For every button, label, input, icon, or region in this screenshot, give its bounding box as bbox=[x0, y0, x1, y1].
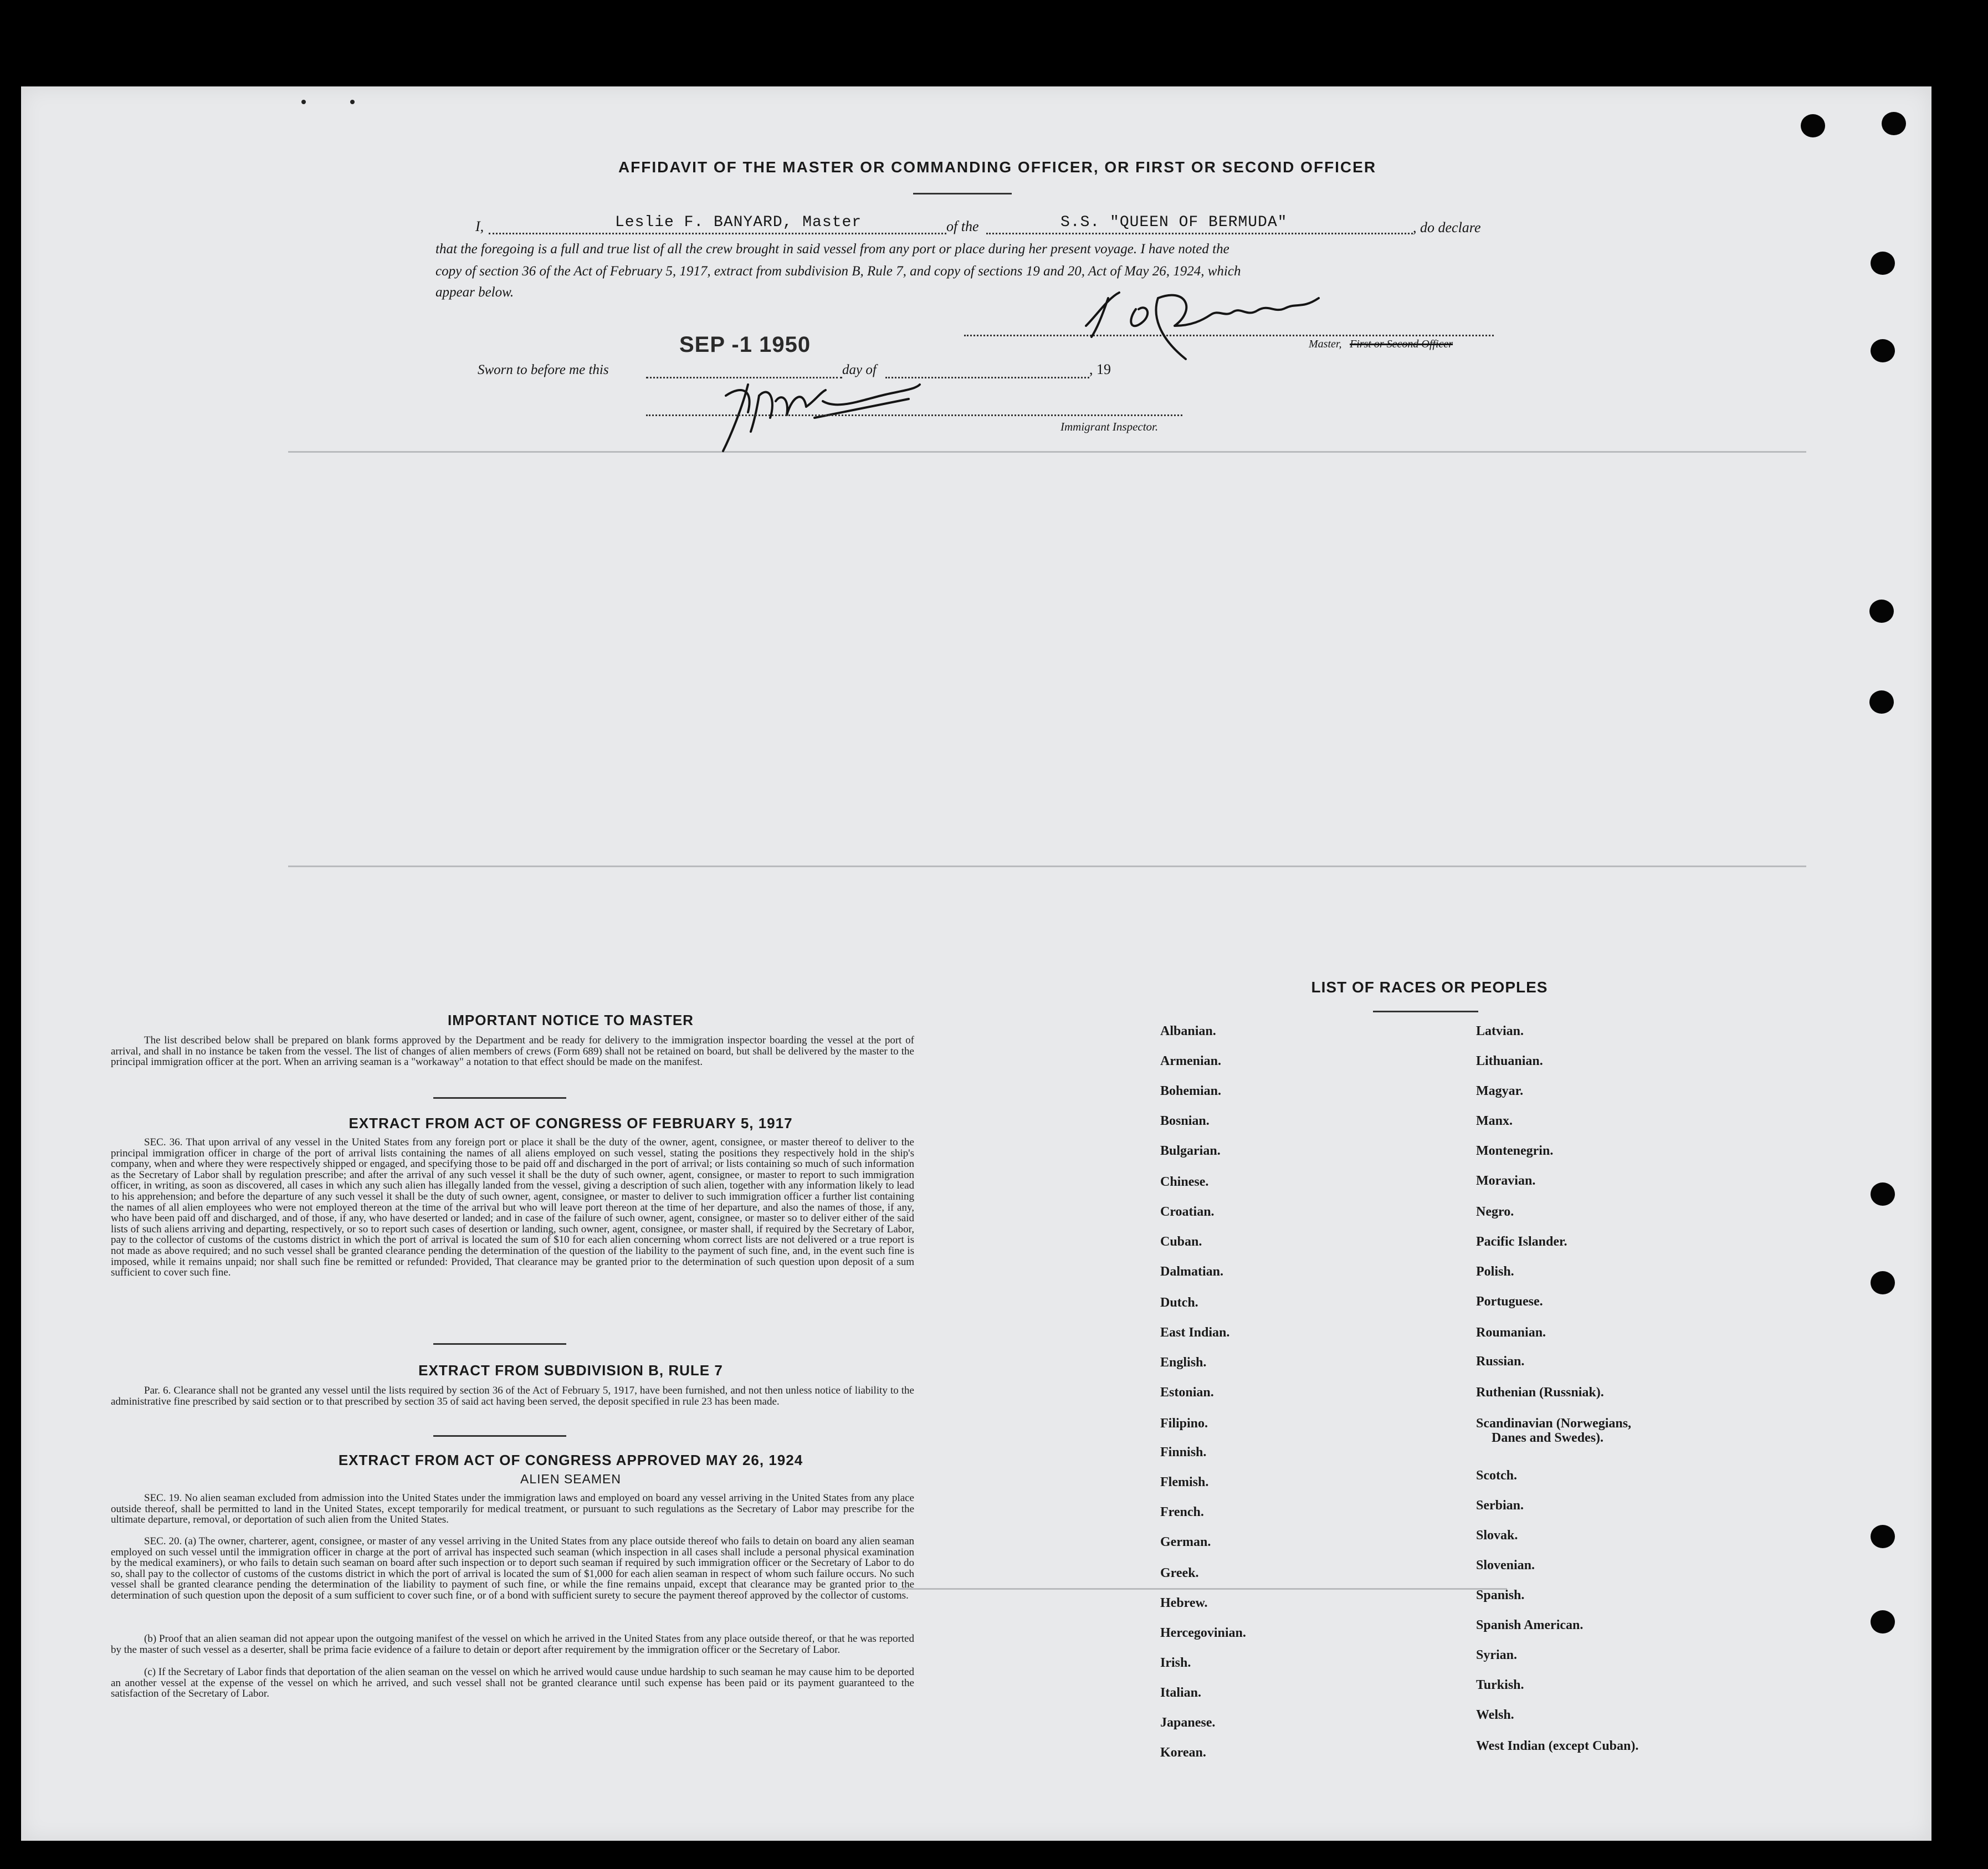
punch-hole bbox=[1869, 690, 1894, 714]
ink-speck bbox=[350, 100, 355, 104]
ink-speck bbox=[301, 100, 306, 104]
race-item: Scandinavian (Norwegians, bbox=[1476, 1416, 1632, 1431]
race-item: Montenegrin. bbox=[1476, 1144, 1554, 1158]
act-1917-title: EXTRACT FROM ACT OF CONGRESS OF FEBRUARY 5, 1917 bbox=[349, 1115, 793, 1131]
race-item: Korean. bbox=[1160, 1745, 1206, 1760]
vessel-name: S.S. "QUEEN OF BERMUDA" bbox=[1060, 214, 1288, 231]
declarant-pronoun: I, bbox=[475, 218, 484, 234]
race-item: Albanian. bbox=[1160, 1024, 1216, 1038]
race-item: Chinese. bbox=[1160, 1175, 1209, 1189]
rule-7-text: Par. 6. Clearance shall not be granted any vessel until the lists required by section 36 of the Act of February 5, 1917, have been furnished, and not then unless notice of liability to the administrative fine prescribed by said section or to that prescribed by section 35 of said act having been served, the deposit specified in rule 23 has been made. bbox=[111, 1385, 914, 1407]
rule-7-title: EXTRACT FROM SUBDIVISION B, RULE 7 bbox=[418, 1362, 723, 1379]
ruled-line bbox=[898, 1588, 1507, 1590]
race-item: West Indian (except Cuban). bbox=[1476, 1739, 1639, 1753]
race-item: Latvian. bbox=[1476, 1024, 1524, 1038]
notice-title: IMPORTANT NOTICE TO MASTER bbox=[448, 1012, 694, 1028]
race-item: Hercegovinian. bbox=[1160, 1626, 1246, 1640]
master-caption: Master, bbox=[1309, 338, 1342, 350]
race-item: French. bbox=[1160, 1505, 1204, 1519]
race-item: Welsh. bbox=[1476, 1708, 1514, 1722]
race-item: German. bbox=[1160, 1535, 1211, 1549]
race-item: Polish. bbox=[1476, 1264, 1514, 1279]
punch-hole bbox=[1871, 339, 1895, 362]
race-item: Armenian. bbox=[1160, 1054, 1221, 1068]
punch-hole bbox=[1801, 114, 1825, 137]
act-1924-subtitle: ALIEN SEAMEN bbox=[520, 1472, 621, 1486]
race-item: Flemish. bbox=[1160, 1475, 1209, 1489]
affidavit-body-3: appear below. bbox=[435, 285, 514, 300]
races-title: LIST OF RACES OR PEOPLES bbox=[1311, 979, 1548, 996]
affidavit-body-2: copy of section 36 of the Act of February 5, 1917, extract from subdivision B, Rule 7, and copy of sections 19 and 20, Act of May 26, 1924, which bbox=[435, 264, 1241, 279]
punch-hole bbox=[1871, 1182, 1895, 1206]
race-item: Portuguese. bbox=[1476, 1294, 1543, 1309]
race-item: Finnish. bbox=[1160, 1445, 1207, 1460]
ruled-line bbox=[288, 866, 1806, 867]
race-item: Spanish. bbox=[1476, 1588, 1525, 1602]
inspector-signature bbox=[709, 362, 931, 458]
of-the-label: of the bbox=[946, 218, 979, 234]
race-item: Dalmatian. bbox=[1160, 1264, 1223, 1279]
inspector-signature-line bbox=[646, 414, 1182, 416]
sec-19-text: SEC. 19. No alien seaman excluded from admission into the United States under the immigration laws and employed on board any vessel arriving in the United States from any place outside thereof, shall be permitted to land in the United States, except temporarily for medical treatment, or pursuant to such regulations as the Secretary of Labor may prescribe for the ultimate departure, removal, or deportation of such alien from the United States. bbox=[111, 1492, 914, 1526]
race-item: Japanese. bbox=[1160, 1716, 1216, 1730]
master-signature bbox=[1075, 276, 1330, 365]
punch-hole bbox=[1871, 252, 1895, 275]
declarant-line bbox=[489, 233, 946, 234]
officer-caption-struck: First or Second Officer bbox=[1350, 338, 1453, 350]
race-item: Pacific Islander. bbox=[1476, 1235, 1567, 1249]
declarant-name: Leslie F. BANYARD, Master bbox=[615, 214, 862, 231]
race-item: English. bbox=[1160, 1355, 1207, 1370]
section-divider bbox=[433, 1097, 566, 1099]
punch-hole bbox=[1882, 112, 1906, 135]
race-item: Irish. bbox=[1160, 1656, 1191, 1670]
race-item: East Indian. bbox=[1160, 1325, 1230, 1340]
race-item: Lithuanian. bbox=[1476, 1054, 1543, 1068]
punch-hole bbox=[1871, 1271, 1895, 1294]
punch-hole bbox=[1869, 600, 1894, 623]
punch-hole bbox=[1871, 1525, 1895, 1548]
race-item: Magyar. bbox=[1476, 1084, 1524, 1098]
race-item: Manx. bbox=[1476, 1114, 1513, 1128]
race-item: Italian. bbox=[1160, 1686, 1202, 1700]
inspector-caption: Immigrant Inspector. bbox=[1060, 420, 1159, 433]
races-title-divider bbox=[1373, 1011, 1478, 1012]
race-item: Roumanian. bbox=[1476, 1325, 1546, 1340]
race-item: Russian. bbox=[1476, 1354, 1525, 1369]
race-item: Negro. bbox=[1476, 1205, 1514, 1219]
race-item: Slovenian. bbox=[1476, 1558, 1535, 1573]
sec-20a-text: SEC. 20. (a) The owner, charterer, agent, consignee, or master of any vessel arriving in the United States from any place outside thereof who fails to detain on board any alien seaman employed on such vessel until the immigration officer in charge at the port of arrival has inspected such seaman (which inspection in all cases shall include a personal physical examination by the medical examiners), or who fails to detain such seaman on board after such inspection or to deport such seaman if required by such immigration officer or the Secretary of Labor to do so, shall pay to the collector of customs of the customs district in which the port of arrival is located the sum of $1,000 for each alien seaman in respect of whom such failure occurs. No such vessel shall be granted clearance pending the determination of the liability to payment of such fine, or while the fine remains unpaid, except that clearance may be granted prior to the determination of such question upon the deposit of a sum sufficient to cover such fine, or of a bond with sufficient surety to secure the payment thereof approved by the collector of customs. bbox=[111, 1535, 914, 1601]
race-item: Bulgarian. bbox=[1160, 1144, 1221, 1158]
year-prefix: , 19 bbox=[1089, 361, 1111, 377]
race-item: Serbian. bbox=[1476, 1498, 1524, 1513]
title-divider bbox=[913, 193, 1012, 194]
sworn-label: Sworn to before me this bbox=[478, 362, 609, 377]
race-item: Scotch. bbox=[1476, 1468, 1517, 1483]
affidavit-body-1: that the foregoing is a full and true list of all the crew brought in said vessel from any port or place during her present voyage. I have noted the bbox=[435, 242, 1229, 257]
punch-hole bbox=[1871, 1610, 1895, 1634]
race-item: Cuban. bbox=[1160, 1235, 1202, 1249]
race-item: Slovak. bbox=[1476, 1528, 1518, 1543]
race-item: Bohemian. bbox=[1160, 1084, 1222, 1098]
sec-20c-text: (c) If the Secretary of Labor finds that deportation of the alien seaman on the vessel on which he arrived would cause undue hardship to such seaman he may cause him to be deported an another vessel at the expense of the vessel on which he arrived, and such vessel shall not be granted clearance until such expense has been paid or its payment guaranteed to the satisfaction of the Secretary of Labor. bbox=[111, 1666, 914, 1700]
section-divider bbox=[433, 1343, 566, 1345]
race-item: Croatian. bbox=[1160, 1205, 1215, 1219]
race-item: Ruthenian (Russniak). bbox=[1476, 1385, 1604, 1400]
sec-20b-text: (b) Proof that an alien seaman did not appear upon the outgoing manifest of the vessel on which he arrived in the United States from any place outside thereof, or that he was reported by the master of such vessel as a deserter, shall be prima facie evidence of a failure to detain or deport after requirement by the immigration officer or the Secretary of Labor. bbox=[111, 1633, 914, 1656]
race-item: Syrian. bbox=[1476, 1648, 1518, 1662]
race-item: Spanish American. bbox=[1476, 1618, 1584, 1632]
race-item: Dutch. bbox=[1160, 1296, 1198, 1310]
ruled-line bbox=[288, 451, 1806, 453]
race-item: Greek. bbox=[1160, 1566, 1199, 1580]
act-1924-title: EXTRACT FROM ACT OF CONGRESS APPROVED MAY 26, 1924 bbox=[338, 1452, 803, 1468]
vessel-line bbox=[986, 233, 1413, 234]
race-item: Filipino. bbox=[1160, 1416, 1208, 1431]
race-item: Hebrew. bbox=[1160, 1596, 1208, 1610]
date-stamp: SEP -1 1950 bbox=[679, 332, 811, 357]
race-item: Turkish. bbox=[1476, 1678, 1524, 1692]
do-declare-label: , do declare bbox=[1413, 219, 1481, 235]
race-item: Estonian. bbox=[1160, 1385, 1214, 1400]
notice-text: The list described below shall be prepared on blank forms approved by the Department and be ready for delivery to the immigration inspector boarding the vessel at the port of arrival, and shall in no instance be taken from the vessel. The list of changes of alien members of crews (Form 689) shall not be retained on board, but shall be delivered by the master to the principal immigration officer at the port. When an arriving seaman is a "workaway" a notation to that effect should be made on the manifest. bbox=[111, 1035, 914, 1068]
race-item-continuation: Danes and Swedes). bbox=[1492, 1431, 1604, 1445]
act-1917-text: SEC. 36. That upon arrival of any vessel in the United States from any foreign port or place it shall be the duty of the owner, agent, consignee, or master thereof to deliver to the principal immigration officer in charge of the port of arrival lists containing the names of all aliens employed on such vessel, stating the positions they respectively hold in the ship's company, when and where they were respectively shipped or engaged, and specifying those to be paid off and discharged in the port of arrival; or lists containing so much of such information as the Secretary of Labor shall by regulation prescribe; and after the arrival of any such vessel it shall be the duty of such owner, agent, consignee, or master to report to such immigration officer, in writing, as soon as discovered, all cases in which any such alien has illegally landed from the vessel, giving a description of such alien, together with any information likely to lead to his apprehension; and before the departure of any such vessel it shall be the duty of such owner, agent, consignee, or master to deliver to such immigration officer a further list containing the names of all alien employees who were not employed thereon at the time of the arrival but who will leave port thereon at the time of her departure, and also the names of those, if any, who have been paid off and discharged, and of those, if any, who have deserted or landed; and in case of the failure of such owner, agent, consignee, or master so to deliver either of the said lists of such aliens arriving and departing, respectively, or so to report such cases of desertion or landing, such owner, agent, consignee, or master shall, if required by the Secretary of Labor, pay to the collector of customs of the customs district in which the port of arrival is located the sum of $10 for each alien concerning whom correct lists are not delivered or a true report is not made as above required; and no such vessel shall be granted clearance pending the determination of the question of the liability to the payment of such fine, and, in the event such fine is imposed, while it remains unpaid; nor shall such fine be remitted or refunded: Provided, That clearance may be granted prior to the determination of such question upon deposit of a sum sufficient to cover such fine. bbox=[111, 1136, 914, 1279]
race-item: Bosnian. bbox=[1160, 1114, 1210, 1128]
day-of-label: day of bbox=[842, 362, 877, 377]
affidavit-title: AFFIDAVIT OF THE MASTER OR COMMANDING OFFICER, OR FIRST OR SECOND OFFICER bbox=[618, 158, 1377, 176]
section-divider bbox=[433, 1435, 566, 1437]
race-item: Moravian. bbox=[1476, 1174, 1536, 1188]
